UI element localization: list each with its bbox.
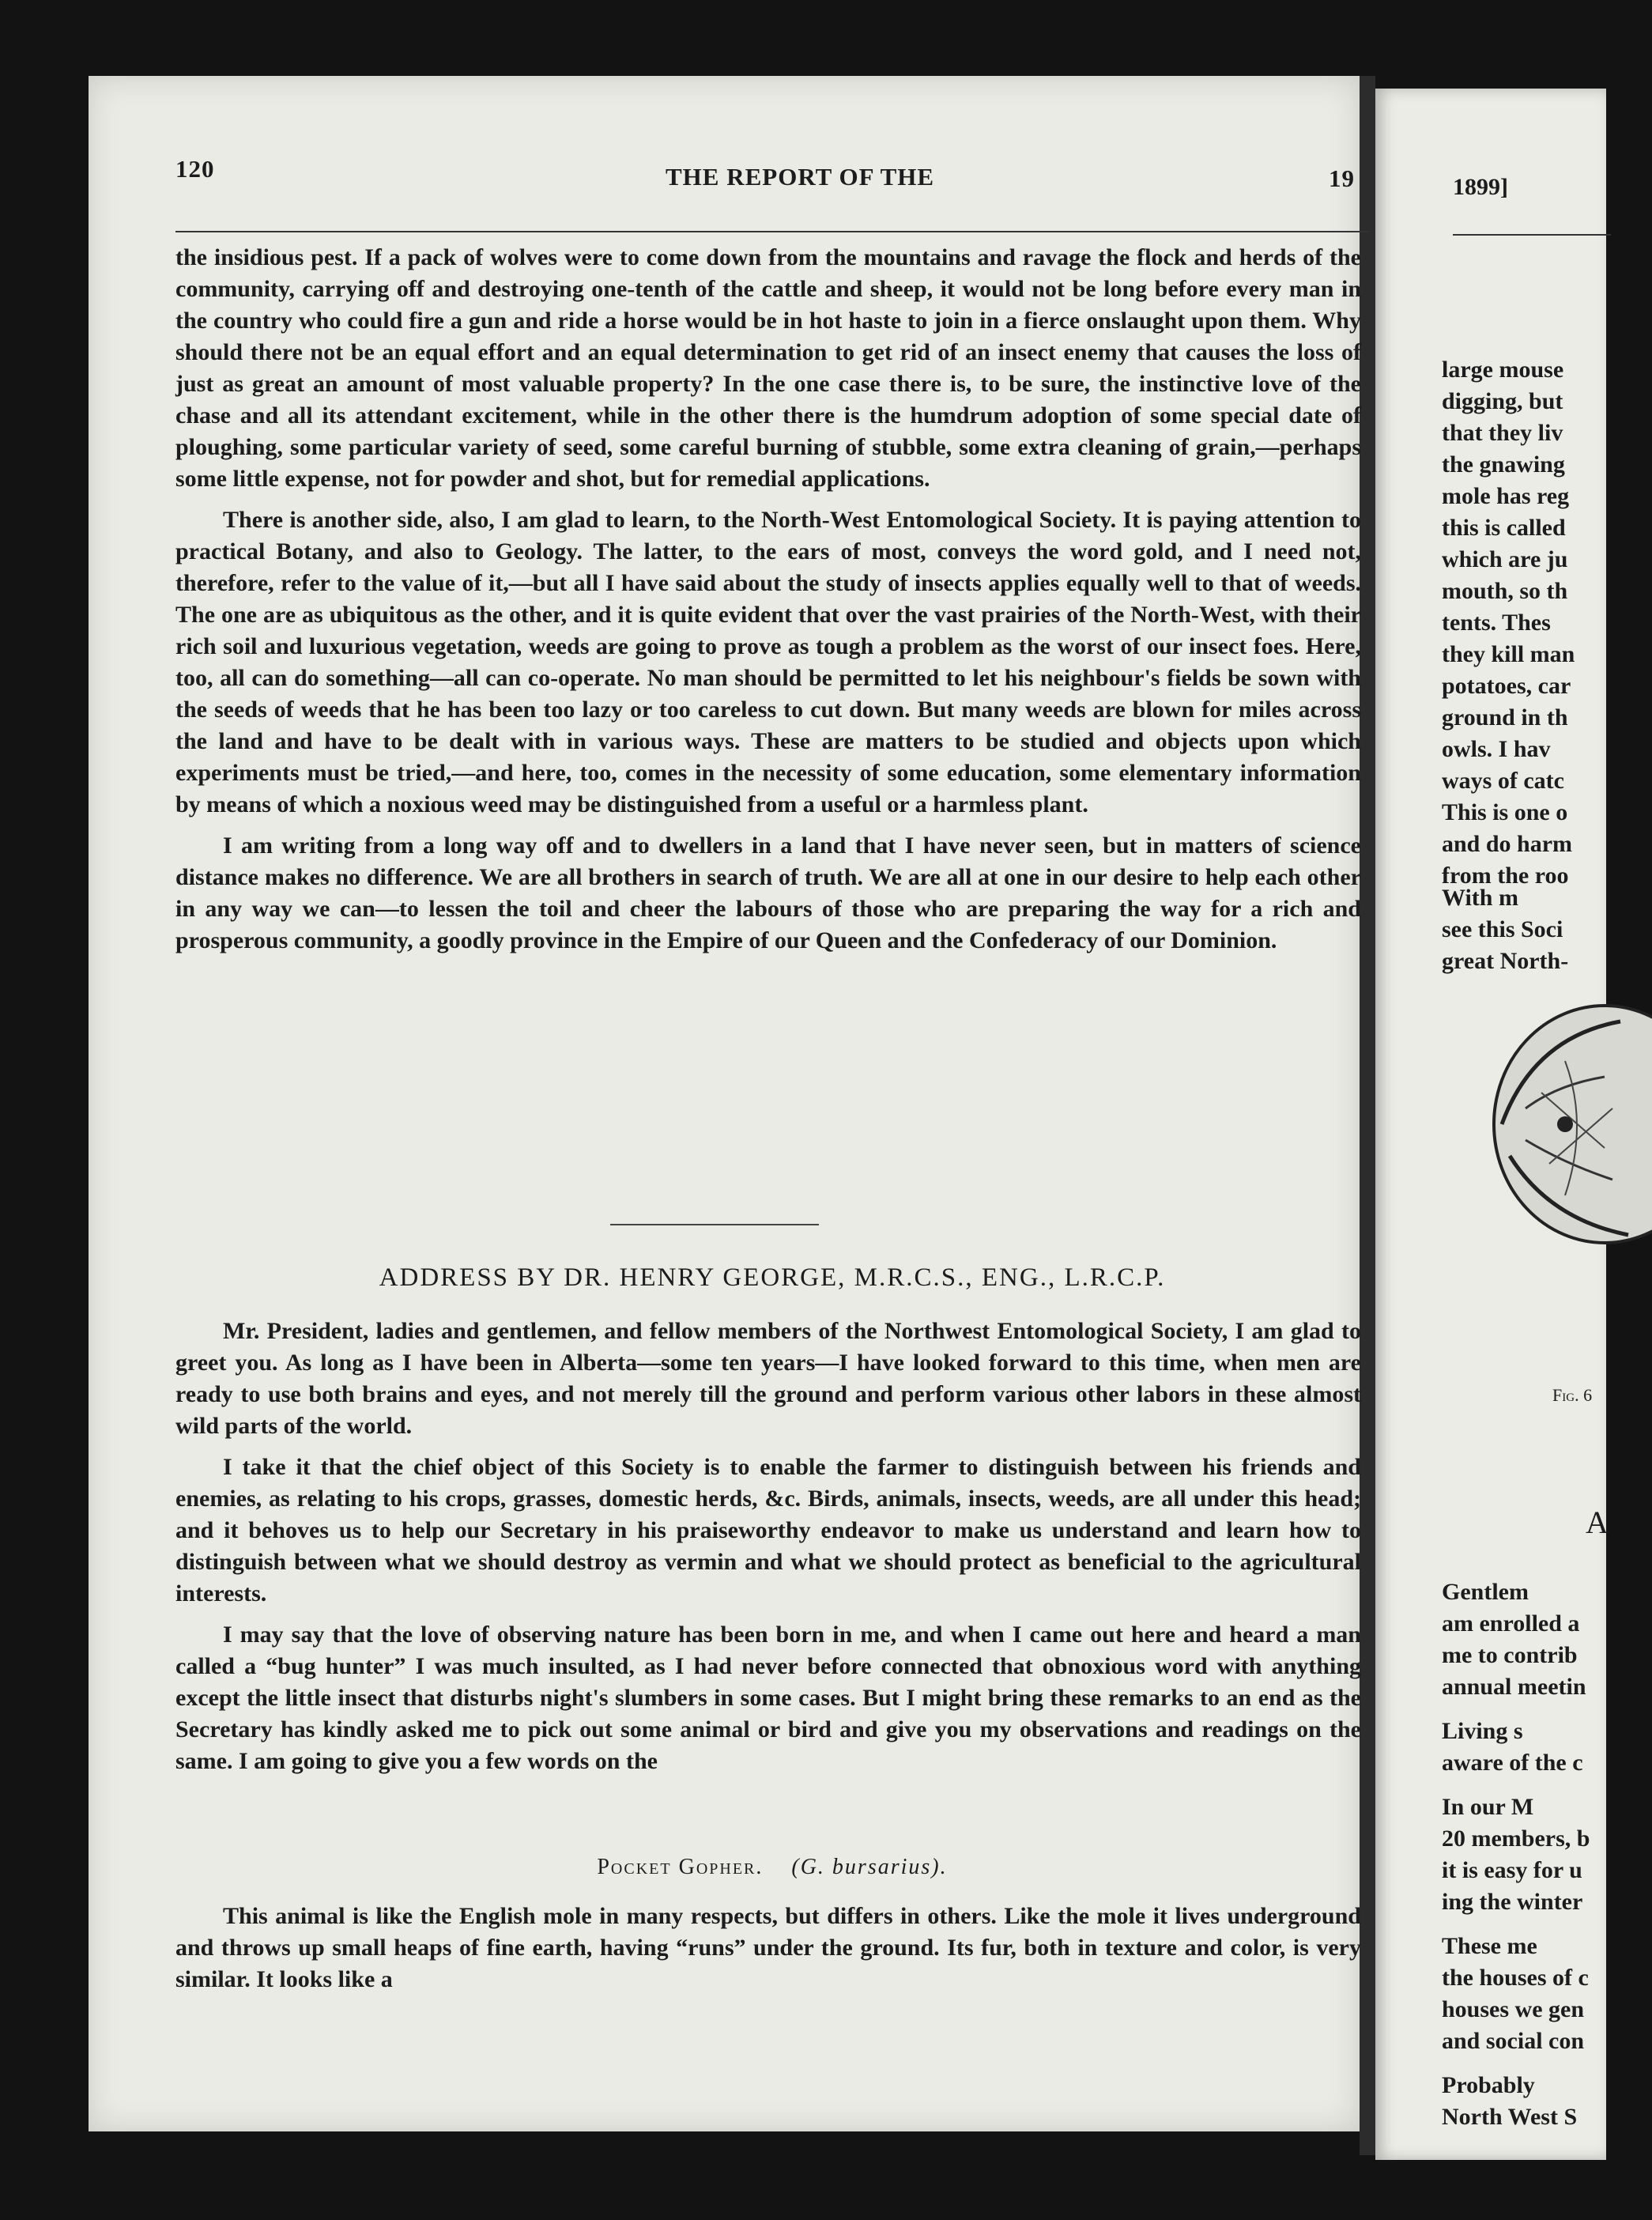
section-initial: A	[1586, 1505, 1609, 1540]
year-fragment: 19	[1329, 164, 1355, 192]
column-line: ing the winter	[1442, 1889, 1583, 1915]
column-line: great North-	[1442, 948, 1569, 974]
right-page-header: 1899]	[1453, 174, 1508, 200]
column-line: annual meetin	[1442, 1674, 1586, 1700]
column-line: With m	[1442, 885, 1518, 911]
gopher-heading	[175, 1855, 1369, 1880]
column-line: large mouse	[1442, 357, 1564, 383]
column-line: mouth, so th	[1442, 578, 1568, 604]
column-line: houses we gen	[1442, 1996, 1585, 2022]
column-line: This is one o	[1442, 799, 1568, 825]
column-line: the houses of c	[1442, 1965, 1589, 1991]
paragraph: Mr. President, ladies and gentlemen, and fellow members of the Northwest Entomological Society, I am glad to greet you. As long as I have been in Alberta—some ten years—I have looked forward to this time, when men are ready to use both brains and eyes, and not merely till the ground and perform various other labors in these almost wild parts of the world.	[175, 1318, 1361, 1439]
column-line: aware of the c	[1442, 1750, 1583, 1776]
column-line: ways of catc	[1442, 768, 1564, 794]
column-line: These me	[1442, 1933, 1537, 1959]
column-line: from the roo	[1442, 863, 1569, 889]
header-rule	[175, 231, 1369, 232]
running-title: THE REPORT OF THE	[666, 163, 935, 191]
right-page	[1375, 89, 1609, 2160]
column-line: Gentlem	[1442, 1579, 1529, 1605]
line-gap	[1442, 1918, 1616, 1931]
column-line: potatoes, car	[1442, 673, 1571, 699]
column-line: which are ju	[1442, 546, 1568, 572]
line-gap	[1442, 1779, 1616, 1791]
column-line: digging, but	[1442, 388, 1563, 414]
section-separator	[610, 1224, 819, 1225]
left-page	[89, 76, 1360, 2131]
address-title: ADDRESS BY DR. HENRY GEORGE, M.R.C.S., ENG., L.R.C.P.	[379, 1263, 1166, 1292]
gopher-figure-illustration	[1446, 990, 1652, 1259]
column-line: Probably	[1442, 2072, 1535, 2098]
gopher-name: Pocket Gopher.	[597, 1855, 764, 1879]
column-line: that they liv	[1442, 420, 1563, 446]
column-line: and social con	[1442, 2028, 1585, 2054]
figure-caption: Fig. 6	[1552, 1385, 1593, 1405]
column-line: see this Soci	[1442, 916, 1563, 942]
right-column-c	[1442, 1576, 1616, 2133]
column-line: it is easy for u	[1442, 1857, 1582, 1883]
column-line: 20 members, b	[1442, 1825, 1590, 1852]
right-column-a	[1442, 354, 1616, 892]
column-line: owls. I hav	[1442, 736, 1551, 762]
column-line: Living s	[1442, 1718, 1523, 1744]
page-number: 120	[175, 155, 215, 183]
paragraph: I take it that the chief object of this Society is to enable the farmer to distinguish between his friends and enemies, as relating to his crops, grasses, domestic herds, &c. Birds, animals, insects, weeds, are all under this head; and it behoves us to help our Secretary in his praiseworthy endeavor to make us understand and learn how to distinguish between what we should destroy as vermin and what we should protect as beneficial to the agricultural interests.	[175, 1454, 1361, 1606]
column-line: ground in th	[1442, 704, 1568, 731]
book-gutter	[1360, 76, 1375, 2155]
column-line: and do harm	[1442, 831, 1573, 857]
line-gap	[1442, 2057, 1616, 2070]
paragraph: the insidious pest. If a pack of wolves were to come down from the mountains and ravage the flock and herds of the community, carrying off and destroying one-tenth of the cattle and sheep, it would not be long before every man in the country who could fire a gun and ride a horse would be in hot haste to join in a fierce onslaught upon them. Why should there not be an equal effort and an equal determination to get rid of an insect enemy that causes the loss of just as great an amount of most valuable property? In the one case there is, to be sure, the instinctive love of the chase and all its attendant excitement, while in the other there is the humdrum adoption of some special date of ploughing, some particular variety of seed, some careful burning of stubble, some extra cleaning of grain,—perhaps some little expense, not for powder and shot, but for remedial applications.	[175, 244, 1361, 492]
paragraph: I may say that the love of observing nature has been born in me, and when I came out here and heard a man called a “bug hunter” I was much insulted, as I had never before connected that obnoxious word with anything except the little insect that disturbs night's slumbers in some cases. But I might bring these remarks to an end as the Secretary has kindly asked me to pick out some animal or bird and give you my observations and readings on the same. I am going to give you a few words on the	[175, 1622, 1361, 1774]
section-3	[175, 1901, 1361, 2005]
column-line: me to contrib	[1442, 1642, 1578, 1668]
gopher-latin: (G. bursarius).	[791, 1855, 948, 1879]
section-1	[175, 242, 1361, 966]
line-gap	[1442, 1703, 1616, 1716]
right-header-rule	[1453, 234, 1611, 236]
column-line: am enrolled a	[1442, 1610, 1580, 1637]
paragraph: This animal is like the English mole in many respects, but differs in others. Like the mole it lives underground and throws up small heaps of fine earth, having “runs” under the ground. Its fur, both in texture and color, is very similar. It looks like a	[175, 1903, 1361, 1992]
column-line: In our M	[1442, 1794, 1534, 1820]
column-line: tents. Thes	[1442, 610, 1551, 636]
right-column-b	[1442, 882, 1616, 977]
paragraph: There is another side, also, I am glad to learn, to the North-West Entomological Society. It is paying attention to practical Botany, and also to Geology. The latter, to the ears of most, conveys the word gold, and I need not, therefore, refer to the value of it,—but all I have said about the study of insects applies equally well to that of weeds. The one are as ubiquitous as the other, and it is quite evident that over the vast prairies of the North-West, with their rich soil and luxurious vegetation, weeds are going to prove as tough a problem as the worst of our insect foes. Here, too, all can do something—all can co-operate. No man should be permitted to let his neighbour's fields be sown with the seeds of weeds that he has been too lazy or too careless to cut down. But many weeds are blown for miles across the land and have to be dealt with in various ways. These are matters to be studied and objects upon which experiments must be tried,—and here, too, comes in the necessity of some education, some elementary information by means of which a noxious weed may be distinguished from a useful or a harmless plant.	[175, 507, 1361, 817]
column-line: this is called	[1442, 515, 1566, 541]
column-line: they kill man	[1442, 641, 1575, 667]
section-2	[175, 1316, 1361, 1787]
running-header	[175, 155, 1369, 194]
column-line: mole has reg	[1442, 483, 1570, 509]
paragraph: I am writing from a long way off and to dwellers in a land that I have never seen, but in matters of science distance makes no difference. We are all brothers in search of truth. We are all at one in our desire to help each other in any way we can—to lessen the toil and cheer the labours of those who are preparing the way for a rich and prosperous community, a goodly province in the Empire of our Queen and the Confederacy of our Dominion.	[175, 832, 1361, 953]
column-line: the gnawing	[1442, 451, 1565, 478]
column-line: North West S	[1442, 2104, 1578, 2130]
